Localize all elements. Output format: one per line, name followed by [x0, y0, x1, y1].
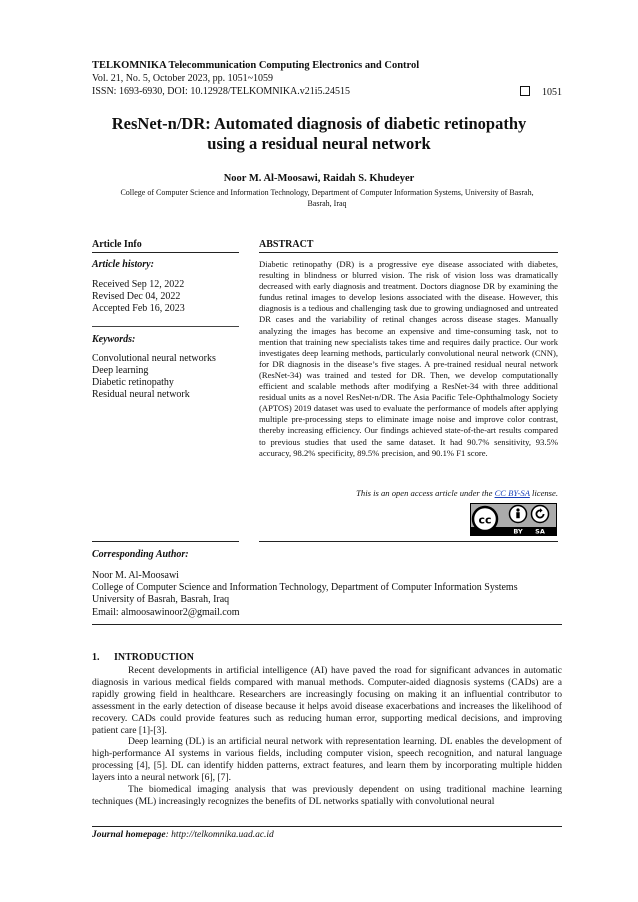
- corresponding-email[interactable]: Email: almoosawinoor2@gmail.com: [92, 606, 240, 618]
- page-number: [520, 86, 562, 98]
- affiliation-line-2: Basrah, Iraq: [307, 199, 347, 208]
- paragraph: Recent developments in artificial intelligence (AI) have paved the road for significant advances in automatic diagnosis in various medical fields compared with manual methods. Computer-aided diagnosis systems (CADs) are a rapidly growing field in healthcare. Researchers are increasingly focusing on making it an influential contributor to assessment in the early detection of disease because it helps avoid disease exacerbations and increases the likelihood of recovery. CADs could provide features such as reducing human error, supporting medical decisions, and improving patient care [1]-[3].: [92, 665, 562, 736]
- journal-name: TELKOMNIKA Telecommunication Computing Electronics and Control: [92, 60, 420, 71]
- by-person-body: [516, 512, 519, 518]
- keyword-item: Residual neural network: [92, 389, 190, 400]
- abstract-heading: ABSTRACT: [259, 239, 314, 250]
- paragraph: Deep learning (DL) is an artificial neural network with representation learning. DL enables the development of high-performance AI systems in various fields, including computer vision, speech recognition, and natural language processing [4], [5]. DL can identify hidden patterns, extract features, and learn them by incorporating multiple hidden layers into a neural network [6], [7].: [92, 736, 562, 784]
- affiliation-line-1: College of Computer Science and Information Technology, Department of Computer Information Systems, University of Basrah,: [120, 188, 534, 197]
- paper-title: [60, 114, 578, 154]
- affiliation: [92, 187, 562, 209]
- badge-sa-label: SA: [535, 527, 545, 536]
- corresponding-name: Noor M. Al-Moosawi: [92, 570, 179, 581]
- corresponding-univ: University of Basrah, Basrah, Iraq: [92, 594, 230, 606]
- divider: [92, 624, 562, 625]
- section-number: 1.: [92, 652, 100, 663]
- divider: [92, 326, 239, 327]
- license-line: [259, 488, 558, 498]
- keyword-item: Deep learning: [92, 365, 149, 376]
- history-revised: Revised Dec 04, 2022: [92, 291, 181, 302]
- badge-by-label: BY: [513, 527, 523, 536]
- article-history-heading: Article history:: [92, 259, 154, 270]
- license-link[interactable]: CC BY-SA: [494, 488, 530, 498]
- article-history: [92, 279, 242, 315]
- corresponding-heading: Corresponding Author:: [92, 549, 189, 560]
- divider: [92, 541, 239, 542]
- article-info-heading: Article Info: [92, 239, 142, 250]
- license-prefix: This is an open access article under the: [356, 488, 495, 498]
- divider: [259, 541, 558, 542]
- journal-homepage[interactable]: [92, 830, 274, 840]
- cc-glyph: cc: [478, 513, 492, 527]
- keyword-item: Diabetic retinopathy: [92, 377, 174, 388]
- introduction-heading: [92, 652, 194, 663]
- sa-share-icon: [532, 506, 549, 523]
- cc-by-sa-badge[interactable]: [470, 503, 557, 536]
- keywords-heading: Keywords:: [92, 334, 136, 345]
- divider: [92, 252, 239, 253]
- volume-line: Vol. 21, No. 5, October 2023, pp. 1051~1059: [92, 73, 274, 84]
- footer-divider: [92, 826, 562, 827]
- issn-line: ISSN: 1693-6930, DOI: 10.12928/TELKOMNIKA.v21i5.24515: [92, 86, 351, 97]
- introduction-body: [92, 665, 562, 808]
- section-title: INTRODUCTION: [114, 652, 195, 663]
- keywords-list: [92, 353, 242, 401]
- footer-label: Journal homepage: [92, 830, 166, 840]
- authors: Noor M. Al-Moosawi, Raidah S. Khudeyer: [223, 173, 415, 184]
- corresponding-dept: College of Computer Science and Information Technology, Department of Computer Information Systems: [92, 582, 518, 594]
- square-icon: [520, 86, 530, 96]
- paragraph: The biomedical imaging analysis that was previously dependent on using traditional machine learning techniques (ML) increasingly recognizes the benefits of DL networks spatially with convolutional neural: [92, 784, 562, 807]
- footer-url[interactable]: : http://telkomnika.uad.ac.id: [165, 830, 274, 840]
- corresponding-details: [92, 570, 562, 619]
- divider: [259, 252, 558, 253]
- title-line-2: using a residual neural network: [207, 134, 431, 153]
- title-line-1: ResNet-n/DR: Automated diagnosis of diabetic retinopathy: [111, 114, 527, 133]
- page-number-text: 1051: [542, 87, 562, 98]
- history-accepted: Accepted Feb 16, 2023: [92, 303, 185, 314]
- by-person-head: [516, 508, 519, 511]
- history-received: Received Sep 12, 2022: [92, 279, 185, 290]
- license-suffix: license.: [529, 488, 558, 498]
- abstract-text: Diabetic retinopathy (DR) is a progressive eye disease associated with diabetes, resulting in blindness or blurred vision. The risk of vision loss was dramatically decreased with early diagnosis and treatment. Doctors diagnose DR by examining the fundus retinal images to develop lesions associated with the disease. However, this diagnosis is a tedious and challenging task due to growing undiagnosed and untreated DR cases and the variability of retinal changes across disease stages. Manually analyzing the images has become an expensive and time-consuming task, not to mention that training new specialists takes time and requires daily practice. Our work investigates deep learning methods, particularly convolutional neural network (CNN), for DR diagnosis in the disease’s five stages. A pre-trained residual neural network (ResNet-34) was trained and tested for DR. Then, we develop computationally efficient and scalable methods after modifying a ResNet-34 with three additional residual units as a novel ResNet-n/DR. The Asia Pacific Tele-Ophthalmology Society (APTOS) 2019 dataset was used to evaluate the performance of models after applying multiple pre-processing steps to eliminate image noise and improve color contrast, thereby increasing efficiency. Our findings achieved state-of-the-art results compared to previous studies that used the same dataset. It had 90.7% sensitivity, 93.5% accuracy, 98.2% specificity, 89.5% precision, and 90.1% F1 score.: [259, 259, 558, 458]
- keyword-item: Convolutional neural networks: [92, 353, 216, 364]
